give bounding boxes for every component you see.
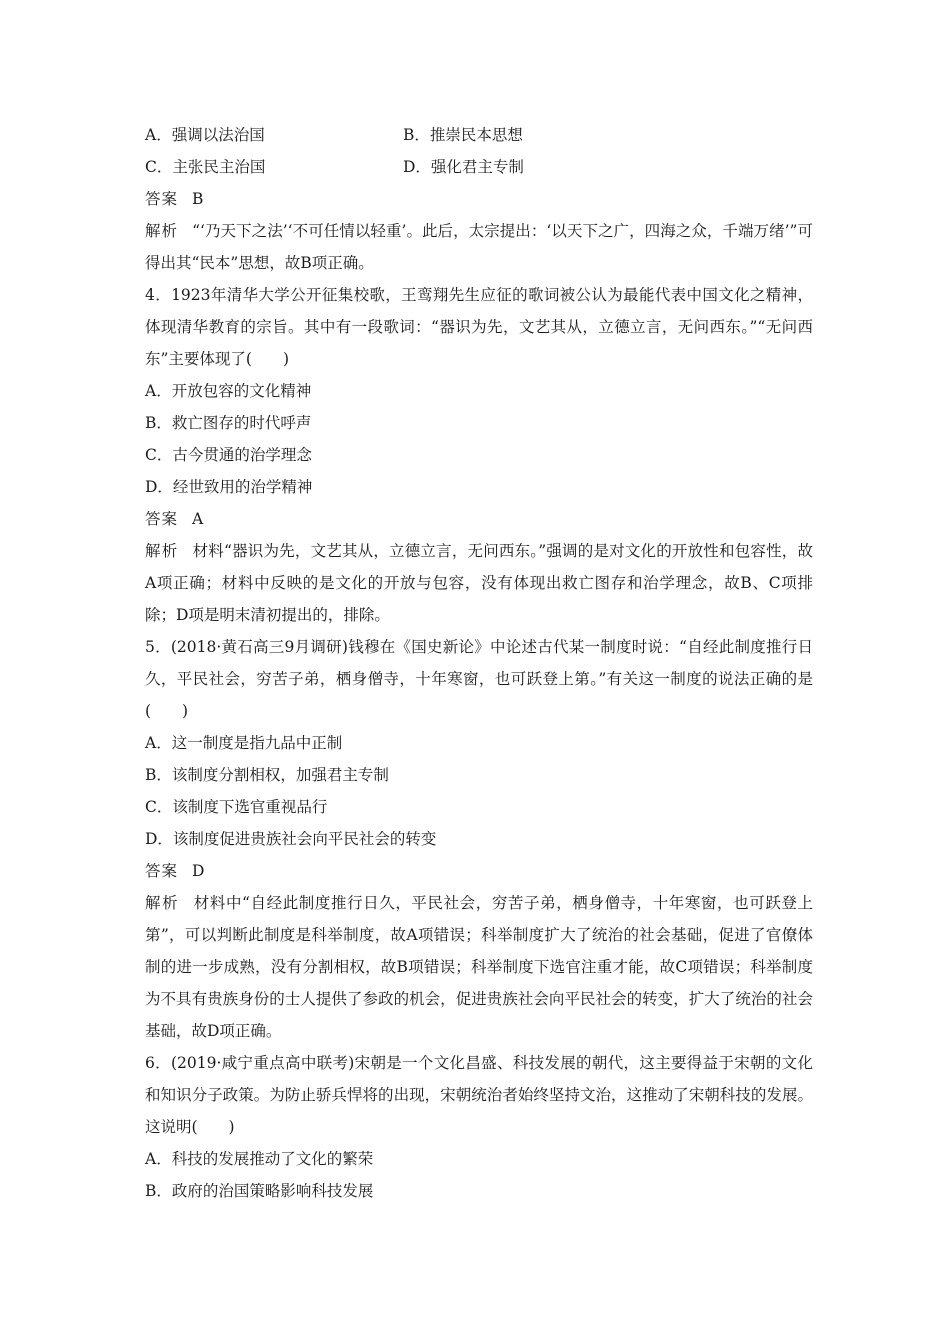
q4-option-a: A．开放包容的文化精神	[145, 382, 312, 400]
q4-answer	[145, 503, 813, 535]
q5-answer-label: 答案	[145, 862, 179, 880]
q3-analysis-text: “‘乃天下之法’‘不可任情以轻重’。此后，太宗提出：‘以天下之广，四海之众，千端万绪’”可得出其“民本”思想，故B项正确。	[145, 222, 813, 272]
q3-option-a: A．强调以法治国	[145, 126, 265, 144]
q3-answer-label: 答案	[145, 190, 179, 208]
q3-answer	[145, 183, 813, 215]
q5-analysis-label: 解析	[145, 894, 180, 912]
q5-option-c: C．该制度下选官重视品行	[145, 798, 328, 816]
q4-option-b: B．救亡图存的时代呼声	[145, 414, 312, 432]
q3-option-b: B．推崇民本思想	[403, 126, 523, 144]
q3-options-row-2	[145, 151, 813, 183]
q6-option-b: B．政府的治国策略影响科技发展	[145, 1182, 374, 1200]
q6-option-a: A．科技的发展推动了文化的繁荣	[145, 1150, 374, 1168]
q4-answer-label: 答案	[145, 510, 179, 528]
q4-option-d: D．经世致用的治学精神	[145, 478, 313, 496]
q4-option-c: C．古今贯通的治学理念	[145, 446, 312, 464]
document-page	[145, 119, 813, 1207]
q3-option-c: C．主张民主治国	[145, 158, 266, 176]
q3-analysis-label: 解析	[145, 222, 179, 240]
q6-stem: 6．(2019·咸宁重点高中联考)宋朝是一个文化昌盛、科技发展的朝代，这主要得益于宋朝的文化和知识分子政策。为防止骄兵悍将的出现，宋朝统治者始终坚持文治，这推动了宋朝科技的发展。这说明( )	[145, 1054, 813, 1136]
q5-option-a: A．这一制度是指九品中正制	[145, 734, 343, 752]
q3-answer-value: B	[192, 190, 204, 208]
q4-analysis	[145, 535, 813, 631]
q3-analysis	[145, 215, 813, 279]
q4-analysis-label: 解析	[145, 542, 179, 560]
q5-analysis-text: 材料中“自经此制度推行日久，平民社会，穷苦子弟，栖身僧寺，十年寒窗，也可跃登上第”，可以判断此制度是科举制度，故A项错误；科举制度扩大了统治的社会基础，促进了官僚体制的进一步成熟，没有分割相权，故B项错误；科举制度下选官注重才能，故C项错误；科举制度为不具有贵族身份的士人提供了参政的机会，促进贵族社会向平民社会的转变，扩大了统治的社会基础，故D项正确。	[145, 894, 813, 1040]
q5-answer	[145, 855, 813, 887]
q3-option-d: D．强化君主专制	[403, 158, 524, 176]
q3-options-row-1	[145, 119, 813, 151]
q5-option-b: B．该制度分割相权，加强君主专制	[145, 766, 389, 784]
q4-analysis-text: 材料“器识为先，文艺其从，立德立言，无问西东。”强调的是对文化的开放性和包容性，故A项正确；材料中反映的是文化的开放与包容，没有体现出救亡图存和治学理念，故B、C项排除；D项是明末清初提出的，排除。	[145, 542, 813, 624]
q5-option-d: D．该制度促进贵族社会向平民社会的转变	[145, 830, 437, 848]
q5-analysis	[145, 887, 813, 1047]
q5-answer-value: D	[192, 862, 205, 880]
q5-stem: 5．(2018·黄石高三9月调研)钱穆在《国史新论》中论述古代某一制度时说：“自经此制度推行日久，平民社会，穷苦子弟，栖身僧寺，十年寒窗，也可跃登上第。”有关这一制度的说法正确的是( )	[145, 638, 813, 720]
q4-answer-value: A	[192, 510, 204, 528]
q4-stem: 4．1923年清华大学公开征集校歌，王鸾翔先生应征的歌词被公认为最能代表中国文化之精神，体现清华教育的宗旨。其中有一段歌词：“器识为先，文艺其从，立德立言，无问西东。”“无问西东”主要体现了( )	[145, 286, 813, 368]
